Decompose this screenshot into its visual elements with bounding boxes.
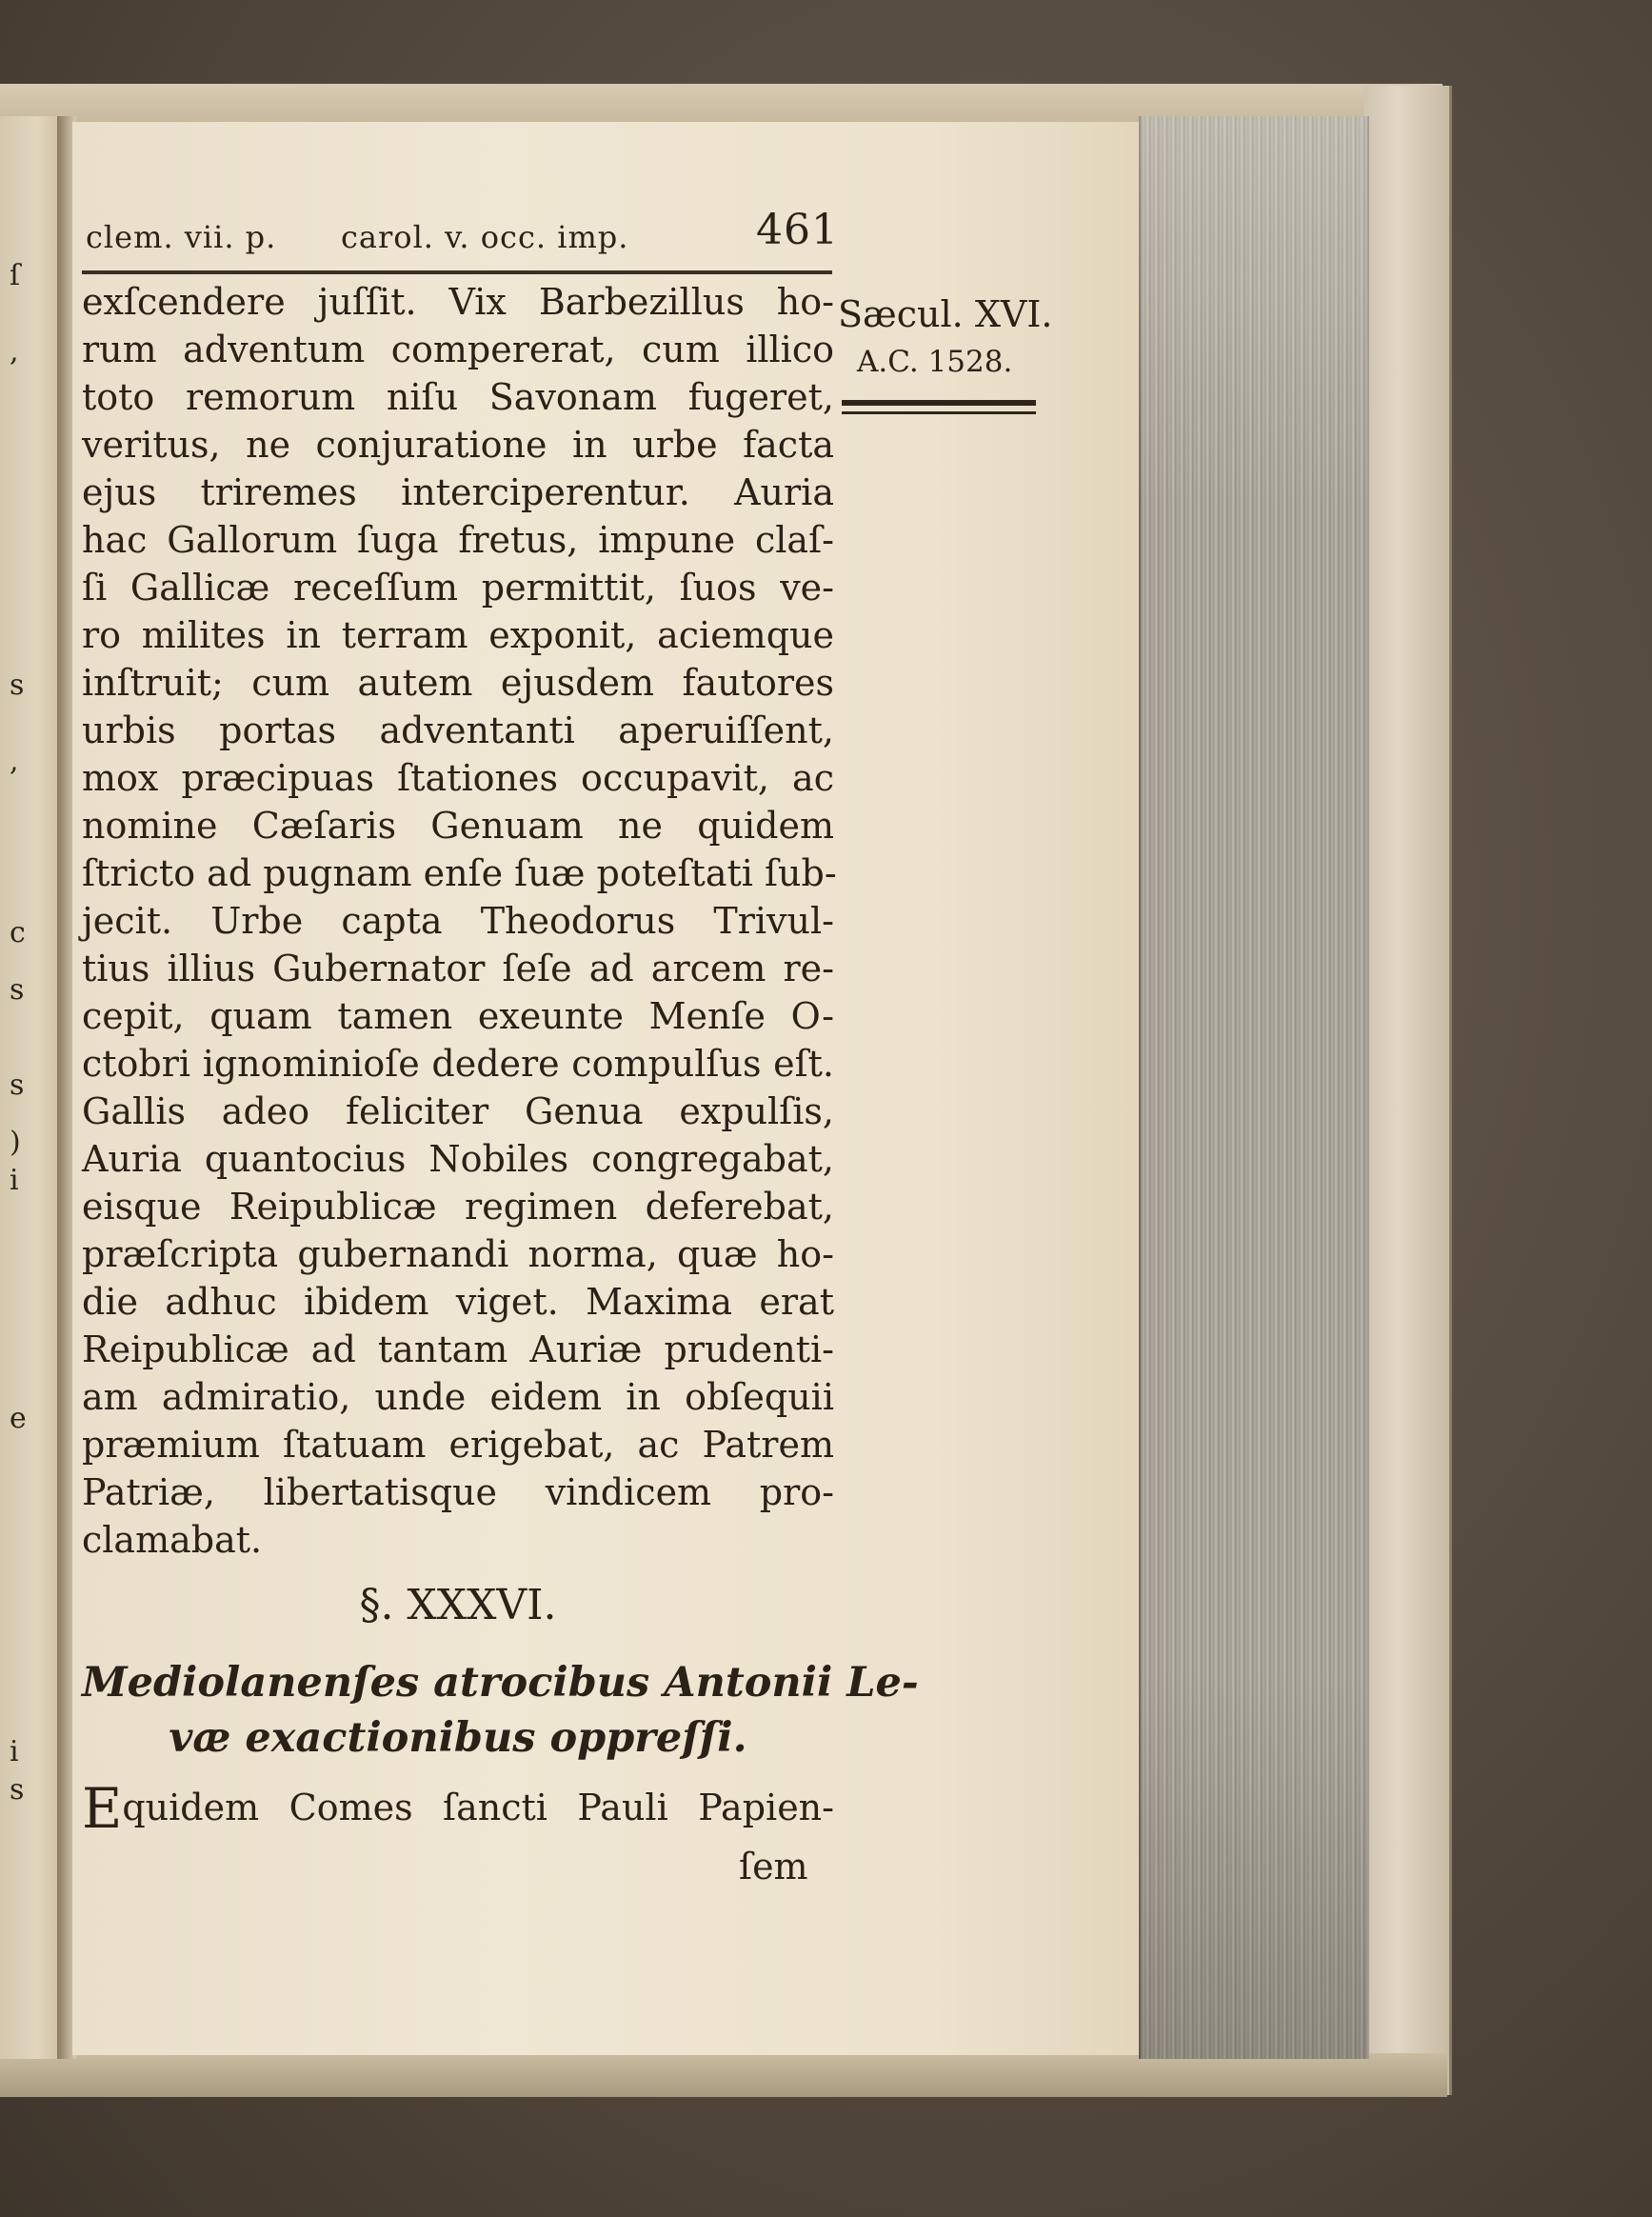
- margin-rule-thick: [842, 400, 1036, 406]
- margin-note-year: A.C. 1528.: [857, 345, 1013, 379]
- next-paragraph-first-line: [82, 1776, 834, 1841]
- text-line: Patriæ, libertatisque vindicem pro-: [82, 1471, 834, 1513]
- next-paragraph: [82, 1776, 834, 1841]
- margin-note: [838, 293, 1053, 379]
- text-line: veritus, ne conjuratione in urbe facta: [82, 424, 834, 466]
- text-line: ejus triremes interciperentur. Auria: [82, 471, 834, 513]
- text-line: præſcripta gubernandi norma, quæ ho-: [82, 1233, 834, 1275]
- running-head: [82, 206, 839, 276]
- cover-bottom-edge: [0, 2053, 1447, 2097]
- text-line: ſi Gallicæ receſſum permittit, ſuos ve-: [82, 567, 834, 609]
- back-cover: [1363, 86, 1452, 2095]
- text-line: eisque Reipublicæ regimen deferebat,: [82, 1186, 834, 1228]
- text-line: Reipublicæ ad tantam Auriæ prudenti-: [82, 1328, 834, 1370]
- section-title: [82, 1655, 919, 1766]
- left-page-edge: [0, 116, 63, 2059]
- text-line: cepit, quam tamen exeunte Menſe O-: [82, 995, 834, 1037]
- running-head-left: clem. vii. p.: [86, 219, 277, 255]
- text-line: hac Gallorum ſuga fretus, impune claſ-: [82, 519, 834, 561]
- text-line: præmium ſtatuam erigebat, ac Patrem: [82, 1424, 834, 1466]
- section-number: §. XXXVI.: [359, 1581, 557, 1629]
- left-page-text-fragments: ſ , s , c s s ) i e i s: [10, 259, 27, 1807]
- text-line: am admiratio, unde eidem in obſequii: [82, 1376, 834, 1418]
- text-line: exſcendere juſſit. Vix Barbezillus ho-: [82, 281, 834, 323]
- margin-rule-thin: [842, 411, 1036, 414]
- text-line: ſtricto ad pugnam enſe ſuæ poteſtati ſub-: [82, 852, 837, 894]
- first-line-text: quidem Comes ſancti Pauli Papien-: [122, 1787, 834, 1828]
- text-line: ctobri ignominioſe dedere compulſus eſt.: [82, 1043, 834, 1085]
- section-title-line: væ exactionibus oppreſſi.: [169, 1714, 747, 1762]
- text-line: urbis portas adventanti aperuiſſent,: [82, 709, 834, 751]
- page-number: 461: [756, 206, 839, 254]
- text-line: inſtruit; cum autem ejusdem fautores: [82, 662, 834, 704]
- text-line: Gallis adeo feliciter Genua expulſis,: [82, 1090, 834, 1132]
- section-title-line: Mediolanenſes atrocibus Antonii Le-: [82, 1659, 919, 1707]
- running-head-center: carol. v. occ. imp.: [341, 219, 629, 255]
- text-line: jecit. Urbe capta Theodorus Trivul-: [82, 900, 834, 942]
- header-rule: [82, 270, 832, 274]
- text-line: toto remorum niſu Savonam fugeret,: [82, 376, 834, 418]
- catchword: ſem: [739, 1846, 808, 1887]
- text-line: nomine Cæſaris Genuam ne quidem: [82, 805, 834, 847]
- text-line: ro milites in terram exponit, aciemque: [82, 614, 834, 656]
- text-line: clamabat.: [82, 1519, 263, 1561]
- text-line: Auria quantocius Nobiles congregabat,: [82, 1138, 834, 1180]
- text-line: rum adventum compererat, cum illico: [82, 329, 834, 370]
- drop-cap: E: [82, 1776, 123, 1841]
- body-paragraph: [82, 278, 837, 1564]
- page-block-shading: [1139, 116, 1367, 2059]
- text-line: tius illius Gubernator ſeſe ad arcem re-: [82, 948, 834, 989]
- margin-note-century: Sæcul. XVI.: [838, 293, 1053, 335]
- text-line: mox præcipuas ſtationes occupavit, ac: [82, 757, 834, 799]
- text-line: die adhuc ibidem viget. Maxima erat: [82, 1281, 834, 1323]
